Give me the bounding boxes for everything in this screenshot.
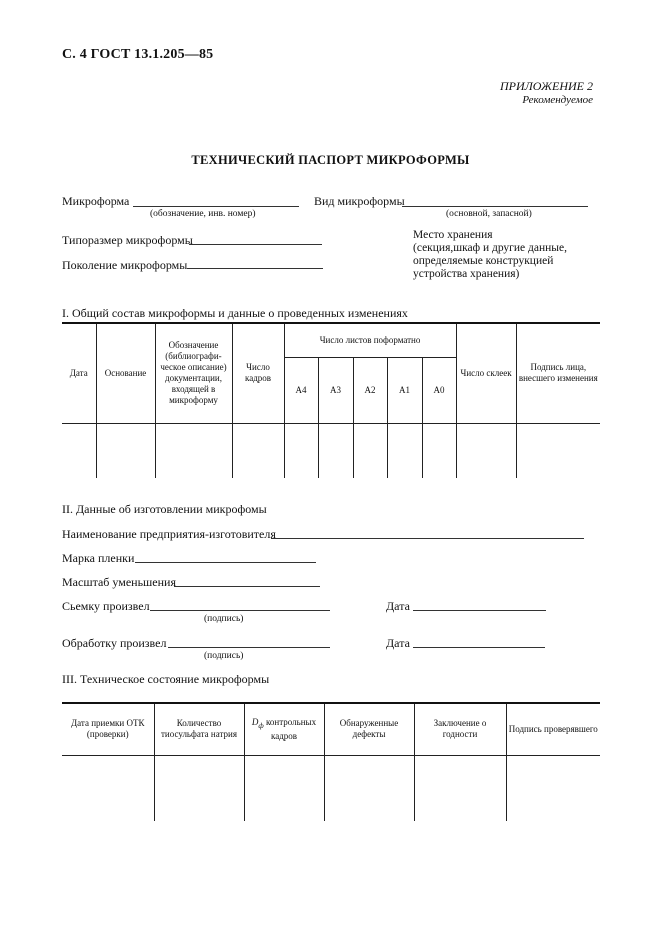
shot-by-signature-caption: (подпись) xyxy=(204,614,244,624)
generation-line xyxy=(187,268,323,269)
microform-type-label: Вид микроформы xyxy=(314,194,405,208)
col-density xyxy=(244,703,324,755)
col-a1: А1 xyxy=(387,357,422,423)
col-a0: А0 xyxy=(422,357,456,423)
page-header: С. 4 ГОСТ 13.1.205—85 xyxy=(62,47,214,62)
col-thiosulfate: Количество тиосульфата натрия xyxy=(154,703,244,755)
scale-line xyxy=(174,586,320,587)
microform-label: Микроформа xyxy=(62,194,130,208)
film-line xyxy=(135,562,316,563)
microform-type-line xyxy=(402,206,588,207)
generation-label: Поколение микроформы xyxy=(62,258,188,272)
col-accept-date: Дата приемки ОТК (проверки) xyxy=(62,703,154,755)
section-1-title: I. Общий состав микроформы и данные о проведенных изменениях xyxy=(62,306,408,320)
processed-by-line xyxy=(168,647,330,648)
density-label: контрольных кадров xyxy=(263,716,317,741)
table-row xyxy=(62,423,600,478)
density-subscript: ф xyxy=(258,720,264,730)
microform-line xyxy=(133,206,299,207)
processed-date-label: Дата xyxy=(386,636,410,650)
col-a3: А3 xyxy=(318,357,353,423)
microform-type-caption: (основной, запасной) xyxy=(446,209,532,219)
col-basis: Основание xyxy=(96,323,155,423)
composition-table xyxy=(62,322,600,478)
film-label: Марка пленки xyxy=(62,551,135,565)
col-a2: А2 xyxy=(353,357,387,423)
col-designation: Обозначение (библиографи-ческое описание) документации, входящей в микроформу xyxy=(155,323,232,423)
shot-by-label: Сьемку произвел xyxy=(62,599,150,613)
density-symbol: D xyxy=(251,716,259,727)
manufacturer-line xyxy=(271,538,584,539)
manufacturer-label: Наименование предприятия-изготовителя xyxy=(62,527,276,541)
size-label: Типоразмер микроформы xyxy=(62,233,193,247)
col-conclusion: Заключение о годности xyxy=(414,703,506,755)
appendix-status: Рекомендуемое xyxy=(522,94,593,106)
col-signature: Подпись лица, внесшего изменения xyxy=(516,323,600,423)
shot-date-label: Дата xyxy=(386,599,410,613)
col-a4: А4 xyxy=(284,357,318,423)
section-3-title: III. Техническое состояние микроформы xyxy=(62,672,270,686)
condition-table xyxy=(62,702,600,821)
section-2-title: II. Данные об изготовлении микрофомы xyxy=(62,502,267,516)
processed-date-line xyxy=(413,647,545,648)
col-frames: Число кадров xyxy=(232,323,284,423)
col-splices: Число склеек xyxy=(456,323,516,423)
document-title: ТЕХНИЧЕСКИЙ ПАСПОРТ МИКРОФОРМЫ xyxy=(191,153,470,167)
processed-by-label: Обработку произвел xyxy=(62,636,167,650)
storage-title: Место хранения xyxy=(413,229,493,241)
col-date: Дата xyxy=(62,323,96,423)
shot-by-line xyxy=(150,610,330,611)
col-defects: Обнаруженные дефекты xyxy=(324,703,414,755)
col-sheets: Число листов поформатно xyxy=(284,323,456,357)
table-row xyxy=(62,755,600,821)
appendix-title: ПРИЛОЖЕНИЕ 2 xyxy=(500,79,593,93)
storage-description: (секция,шкаф и другие данные, определяемые конструкцией устройства хранения) xyxy=(413,242,567,280)
size-line xyxy=(189,244,322,245)
col-inspector: Подпись проверявшего xyxy=(506,703,600,755)
scale-label: Масштаб уменьшения xyxy=(62,575,176,589)
processed-by-signature-caption: (подпись) xyxy=(204,651,244,661)
shot-date-line xyxy=(413,610,546,611)
microform-caption: (обозначение, инв. номер) xyxy=(150,209,256,219)
